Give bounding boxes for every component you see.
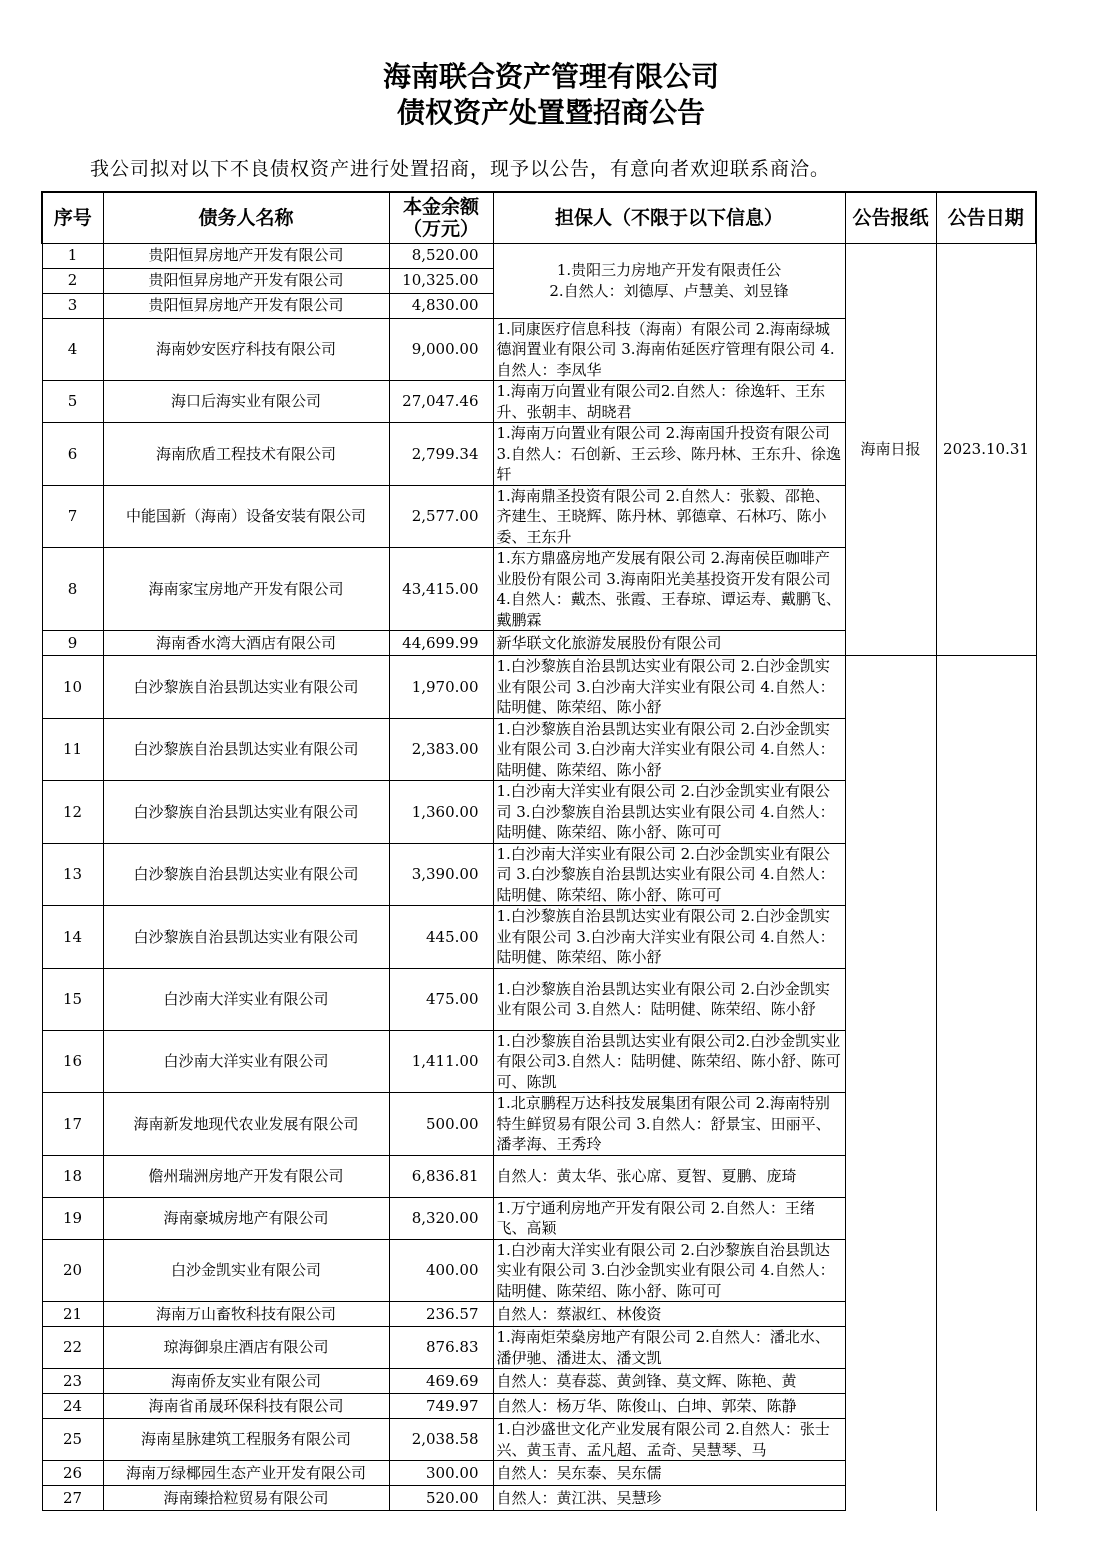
row-debtor: 白沙南大洋实业有限公司 [103,1030,389,1093]
row-debtor: 海口后海实业有限公司 [103,381,389,423]
publisher-cell-continued [845,656,936,1511]
table-row [42,656,1036,719]
row-index: 8 [42,548,103,631]
row-index: 27 [42,1486,103,1511]
header-debtor: 债务人名称 [103,192,389,243]
row-amount: 3,390.00 [389,843,493,906]
table-body [42,243,1036,1511]
header-guarantor: 担保人（不限于以下信息） [493,192,845,243]
row-index: 19 [42,1197,103,1239]
row-guarantor: 自然人：蔡淑红、林俊资 [493,1302,845,1327]
row-amount: 27,047.46 [389,381,493,423]
row-amount: 8,320.00 [389,1197,493,1239]
row-guarantor: 自然人：黄太华、张心席、夏智、夏鹏、庞琦 [493,1155,845,1197]
row-debtor: 海南万山畜牧科技有限公司 [103,1302,389,1327]
header-publisher: 公告报纸 [845,192,936,243]
row-guarantor: 1.海南鼎圣投资有限公司 2.自然人：张毅、邵艳、齐建生、王晓辉、陈丹林、郭德章、石林巧、陈小委、王东升 [493,485,845,548]
row-index: 26 [42,1461,103,1486]
row-amount: 475.00 [389,968,493,1030]
row-guarantor: 1.白沙南大洋实业有限公司 2.白沙金凯实业有限公司 3.白沙黎族自治县凯达实业有限公司 4.自然人：陆明健、陈荣绍、陈小舒、陈可可 [493,843,845,906]
row-amount: 44,699.99 [389,631,493,656]
row-index: 3 [42,293,103,318]
row-index: 24 [42,1394,103,1419]
row-guarantor: 自然人：吴东泰、吴东儒 [493,1461,845,1486]
row-guarantor-group [493,243,845,318]
row-debtor: 海南新发地现代农业发展有限公司 [103,1093,389,1156]
row-amount: 236.57 [389,1302,493,1327]
row-index: 11 [42,718,103,781]
row-guarantor: 1.东方鼎盛房地产发展有限公司 2.海南侯臣咖啡产业股份有限公司 3.海南阳光美基投资开发有限公司 4.自然人：戴杰、张霞、王春琼、谭运寿、戴鹏飞、戴鹏霖 [493,548,845,631]
row-debtor: 海南豪城房地产有限公司 [103,1197,389,1239]
row-amount: 400.00 [389,1239,493,1302]
row-debtor: 海南欣盾工程技术有限公司 [103,423,389,486]
publisher-cell: 海南日报 [845,243,936,656]
row-amount: 300.00 [389,1461,493,1486]
header-amount [389,192,493,243]
row-index: 18 [42,1155,103,1197]
row-amount: 876.83 [389,1327,493,1369]
row-guarantor: 自然人：黄江洪、吴慧珍 [493,1486,845,1511]
row-debtor: 白沙黎族自治县凯达实业有限公司 [103,718,389,781]
table-row [42,243,1036,268]
row-debtor: 海南香水湾大酒店有限公司 [103,631,389,656]
row-guarantor: 1.白沙黎族自治县凯达实业有限公司 2.白沙金凯实业有限公司 3.白沙南大洋实业有限公司 4.自然人：陆明健、陈荣绍、陈小舒 [493,906,845,969]
row-guarantor: 1.北京鹏程万达科技发展集团有限公司 2.海南特别特生鲜贸易有限公司 3.自然人：舒景宝、田丽平、潘孝海、王秀玲 [493,1093,845,1156]
row-index: 15 [42,968,103,1030]
row-index: 10 [42,656,103,719]
row-guarantor: 自然人：莫春蕊、黄剑锋、莫文辉、陈艳、黄 [493,1369,845,1394]
title-line-2: 债权资产处置暨招商公告 [396,96,705,129]
row-debtor: 儋州瑞洲房地产开发有限公司 [103,1155,389,1197]
row-guarantor: 1.海南万向置业有限公司2.自然人：徐逸轩、王东升、张朝丰、胡晓君 [493,381,845,423]
row-guarantor: 1.白沙南大洋实业有限公司 2.白沙黎族自治县凯达实业有限公司 3.白沙金凯实业有限公司 4.自然人：陆明健、陈荣绍、陈小舒、陈可可 [493,1239,845,1302]
row-debtor: 白沙金凯实业有限公司 [103,1239,389,1302]
row-index: 20 [42,1239,103,1302]
row-amount: 2,799.34 [389,423,493,486]
row-index: 14 [42,906,103,969]
row-debtor: 白沙黎族自治县凯达实业有限公司 [103,906,389,969]
row-index: 17 [42,1093,103,1156]
debt-table [41,191,1037,1511]
group-guarantor-line1: 1.贵阳三力房地产开发有限责任公 [556,261,782,279]
row-index: 21 [42,1302,103,1327]
row-debtor: 中能国新（海南）设备安装有限公司 [103,485,389,548]
row-index: 12 [42,781,103,844]
row-amount: 9,000.00 [389,318,493,381]
row-debtor: 白沙南大洋实业有限公司 [103,968,389,1030]
row-guarantor: 1.海南万向置业有限公司 2.海南国升投资有限公司 3.自然人：石创新、王云珍、陈丹林、王东升、徐逸轩 [493,423,845,486]
row-index: 23 [42,1369,103,1394]
row-amount: 2,577.00 [389,485,493,548]
row-debtor: 海南省甬晟环保科技有限公司 [103,1394,389,1419]
row-amount: 469.69 [389,1369,493,1394]
row-debtor: 白沙黎族自治县凯达实业有限公司 [103,843,389,906]
row-guarantor: 1.白沙黎族自治县凯达实业有限公司 2.白沙金凯实业有限公司 3.自然人：陆明健、陈荣绍、陈小舒 [493,968,845,1030]
row-debtor: 海南星脉建筑工程服务有限公司 [103,1419,389,1461]
row-amount: 8,520.00 [389,243,493,268]
row-debtor: 海南臻拾粒贸易有限公司 [103,1486,389,1511]
row-debtor: 贵阳恒昇房地产开发有限公司 [103,243,389,268]
row-amount: 749.97 [389,1394,493,1419]
date-cell-continued [936,656,1036,1511]
row-amount: 43,415.00 [389,548,493,631]
row-amount: 4,830.00 [389,293,493,318]
row-guarantor: 1.海南炬荣燊房地产有限公司 2.自然人：潘北水、潘伊驰、潘进太、潘文凯 [493,1327,845,1369]
row-index: 4 [42,318,103,381]
row-amount: 2,038.58 [389,1419,493,1461]
row-amount: 1,970.00 [389,656,493,719]
row-debtor: 白沙黎族自治县凯达实业有限公司 [103,656,389,719]
row-debtor: 海南万绿椰园生态产业开发有限公司 [103,1461,389,1486]
row-index: 6 [42,423,103,486]
row-amount: 520.00 [389,1486,493,1511]
row-index: 16 [42,1030,103,1093]
row-guarantor: 新华联文化旅游发展股份有限公司 [493,631,845,656]
row-amount: 1,411.00 [389,1030,493,1093]
row-debtor: 海南家宝房地产开发有限公司 [103,548,389,631]
header-amount-line2: （万元） [402,217,479,240]
row-guarantor: 1.白沙黎族自治县凯达实业有限公司2.白沙金凯实业有限公司3.自然人：陆明健、陈荣绍、陈小舒、陈可可、陈凯 [493,1030,845,1093]
row-amount: 10,325.00 [389,268,493,293]
row-guarantor: 1.白沙南大洋实业有限公司 2.白沙金凯实业有限公司 3.白沙黎族自治县凯达实业有限公司 4.自然人：陆明健、陈荣绍、陈小舒、陈可可 [493,781,845,844]
row-guarantor: 1.万宁通利房地产开发有限公司 2.自然人：王绪飞、高颖 [493,1197,845,1239]
header-amount-line1: 本金余额 [402,195,479,218]
row-debtor: 海南侨友实业有限公司 [103,1369,389,1394]
row-amount: 6,836.81 [389,1155,493,1197]
row-guarantor: 1.白沙黎族自治县凯达实业有限公司 2.白沙金凯实业有限公司 3.白沙南大洋实业有限公司 4.自然人：陆明健、陈荣绍、陈小舒 [493,656,845,719]
title-line-1: 海南联合资产管理有限公司 [382,60,719,93]
date-cell: 2023.10.31 [936,243,1036,656]
row-index: 25 [42,1419,103,1461]
row-guarantor: 1.同康医疗信息科技（海南）有限公司 2.海南绿城德润置业有限公司 3.海南佑延医疗管理有限公司 4.自然人：李凤华 [493,318,845,381]
row-index: 1 [42,243,103,268]
header-date: 公告日期 [936,192,1036,243]
row-amount: 1,360.00 [389,781,493,844]
row-debtor: 贵阳恒昇房地产开发有限公司 [103,268,389,293]
header-index: 序号 [42,192,103,243]
table-header-row [42,192,1036,243]
row-guarantor: 1.白沙盛世文化产业发展有限公司 2.自然人：张士兴、黄玉青、孟凡超、孟奇、吴慧琴、马 [493,1419,845,1461]
intro-text: 我公司拟对以下不良债权资产进行处置招商，现予以公告，有意向者欢迎联系商洽。 [90,158,831,180]
row-index: 9 [42,631,103,656]
row-amount: 445.00 [389,906,493,969]
row-guarantor: 自然人：杨万华、陈俊山、白坤、郭荣、陈静 [493,1394,845,1419]
row-amount: 500.00 [389,1093,493,1156]
row-debtor: 琼海御泉庄酒店有限公司 [103,1327,389,1369]
row-index: 7 [42,485,103,548]
row-guarantor: 1.白沙黎族自治县凯达实业有限公司 2.白沙金凯实业有限公司 3.白沙南大洋实业有限公司 4.自然人：陆明健、陈荣绍、陈小舒 [493,718,845,781]
row-debtor: 贵阳恒昇房地产开发有限公司 [103,293,389,318]
row-debtor: 白沙黎族自治县凯达实业有限公司 [103,781,389,844]
row-index: 22 [42,1327,103,1369]
row-index: 5 [42,381,103,423]
row-index: 2 [42,268,103,293]
row-debtor: 海南妙安医疗科技有限公司 [103,318,389,381]
row-index: 13 [42,843,103,906]
row-amount: 2,383.00 [389,718,493,781]
group-guarantor-line2: 2.自然人：刘德厚、卢慧美、刘昱锋 [549,281,789,300]
